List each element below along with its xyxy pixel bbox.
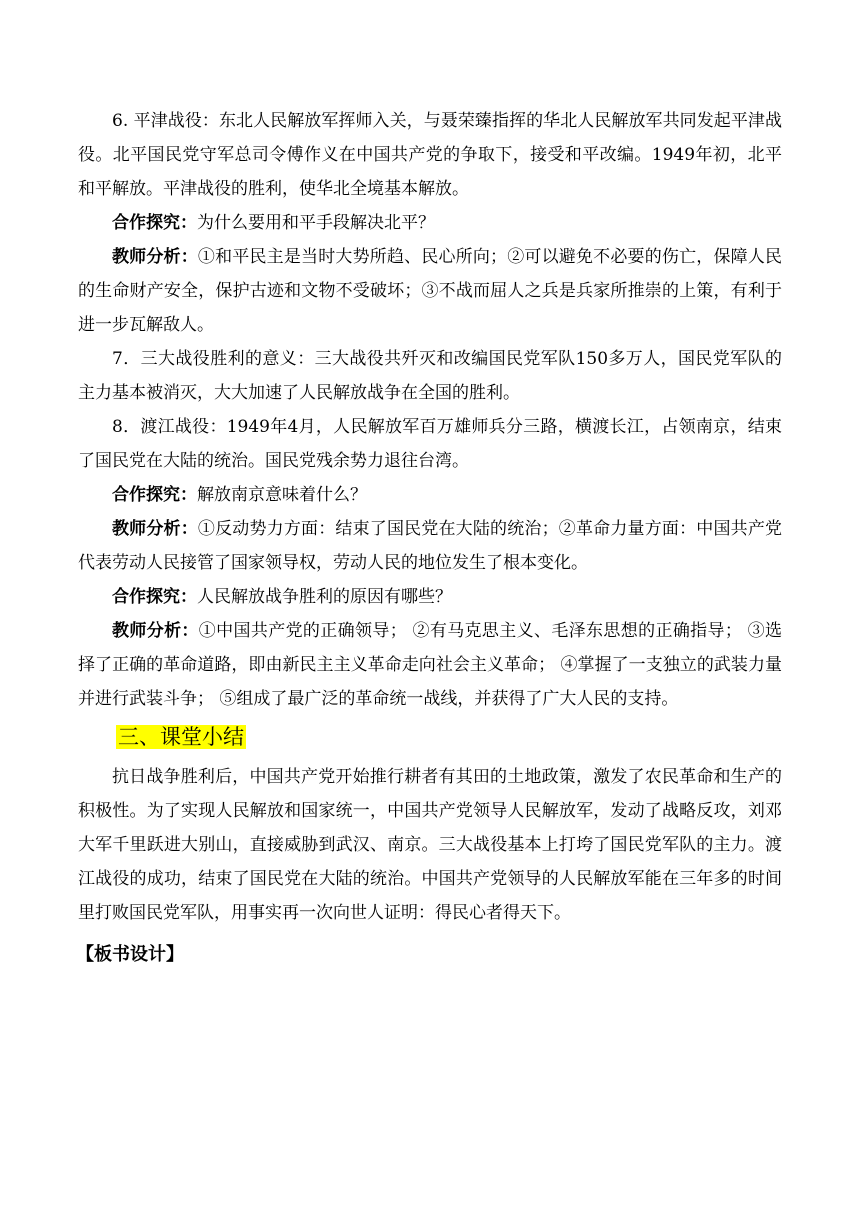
analysis-text: ①和平民主是当时大势所趋、民心所向；②可以避免不必要的伤亡，保障人民的生命财产安全，保护古迹和文物不受破坏；③不战而屈人之兵是兵家所推崇的上策，有利于进一步瓦解敌人。: [78, 247, 782, 335]
paragraph-yangtze-crossing: 8．渡江战役：1949年4月，人民解放军百万雄师兵分三路，横渡长江，占领南京，结束了国民党在大陆的统治。国民党残余势力退往台湾。: [78, 417, 782, 471]
document-body: [78, 104, 782, 974]
paragraph-class-summary: 抗日战争胜利后，中国共产党开始推行耕者有其田的土地政策，激发了农民革命和生产的积极性。为了实现人民解放和国家统一，中国共产党领导人民解放军，发动了战略反攻，刘邓大军千里跃进大别山，直接威胁到武汉、南京。三大战役基本上打垮了国民党军队的主力。渡江战役的成功，结束了国民党在大陆的统治。中国共产党领导的人民解放军能在三年多的时间里打败国民党军队，用事实再一次向世人证明：得民心者得天下。: [78, 767, 782, 923]
paragraph-pingjin-campaign: 6. 平津战役：东北人民解放军挥师入关，与聂荣臻指挥的华北人民解放军共同发起平津战役。北平国民党守军总司令傅作义在中国共产党的争取下，接受和平改编。1949年初，北平和平解放。平津战役的胜利，使华北全境基本解放。: [78, 111, 782, 199]
analysis-label: 教师分析：: [112, 247, 198, 267]
qa-victory-reasons-analysis: [78, 614, 782, 716]
analysis-label: 教师分析：: [112, 621, 199, 641]
highlighted-heading-text: 三、课堂小结: [118, 725, 244, 749]
qa-question-text: 人民解放战争胜利的原因有哪些？: [197, 587, 452, 607]
qa-peaceful-beiping-question: [78, 206, 782, 240]
qa-peaceful-beiping-analysis: [78, 240, 782, 342]
qa-victory-reasons-question: [78, 580, 782, 614]
analysis-text: ①反动势力方面：结束了国民党在大陆的统治；②革命力量方面：中国共产党代表劳动人民接管了国家领导权，劳动人民的地位发生了根本变化。: [78, 519, 782, 573]
qa-nanjing-analysis: [78, 512, 782, 580]
qa-nanjing-question: [78, 478, 782, 512]
section-heading-summary: [78, 716, 782, 760]
paragraph-three-campaigns-significance: 7．三大战役胜利的意义：三大战役共歼灭和改编国民党军队150多万人，国民党军队的主力基本被消灭，大大加速了人民解放战争在全国的胜利。: [78, 349, 782, 403]
analysis-text: ①中国共产党的正确领导； ②有马克思主义、毛泽东思想的正确指导； ③选择了正确的革命道路，即由新民主主义革命走向社会主义革命； ④掌握了一支独立的武装力量并进行武装斗争； ⑤组成了最广泛的革命统一战线，并获得了广大人民的支持。: [78, 621, 783, 709]
qa-question-text: 解放南京意味着什么？: [197, 485, 367, 505]
qa-label: 合作探究：: [112, 485, 197, 505]
analysis-label: 教师分析：: [112, 519, 198, 539]
qa-label: 合作探究：: [112, 587, 197, 607]
qa-question-text: 为什么要用和平手段解决北平？: [197, 213, 435, 233]
board-design-title: 【板书设计】: [76, 944, 184, 965]
qa-label: 合作探究：: [112, 213, 197, 233]
